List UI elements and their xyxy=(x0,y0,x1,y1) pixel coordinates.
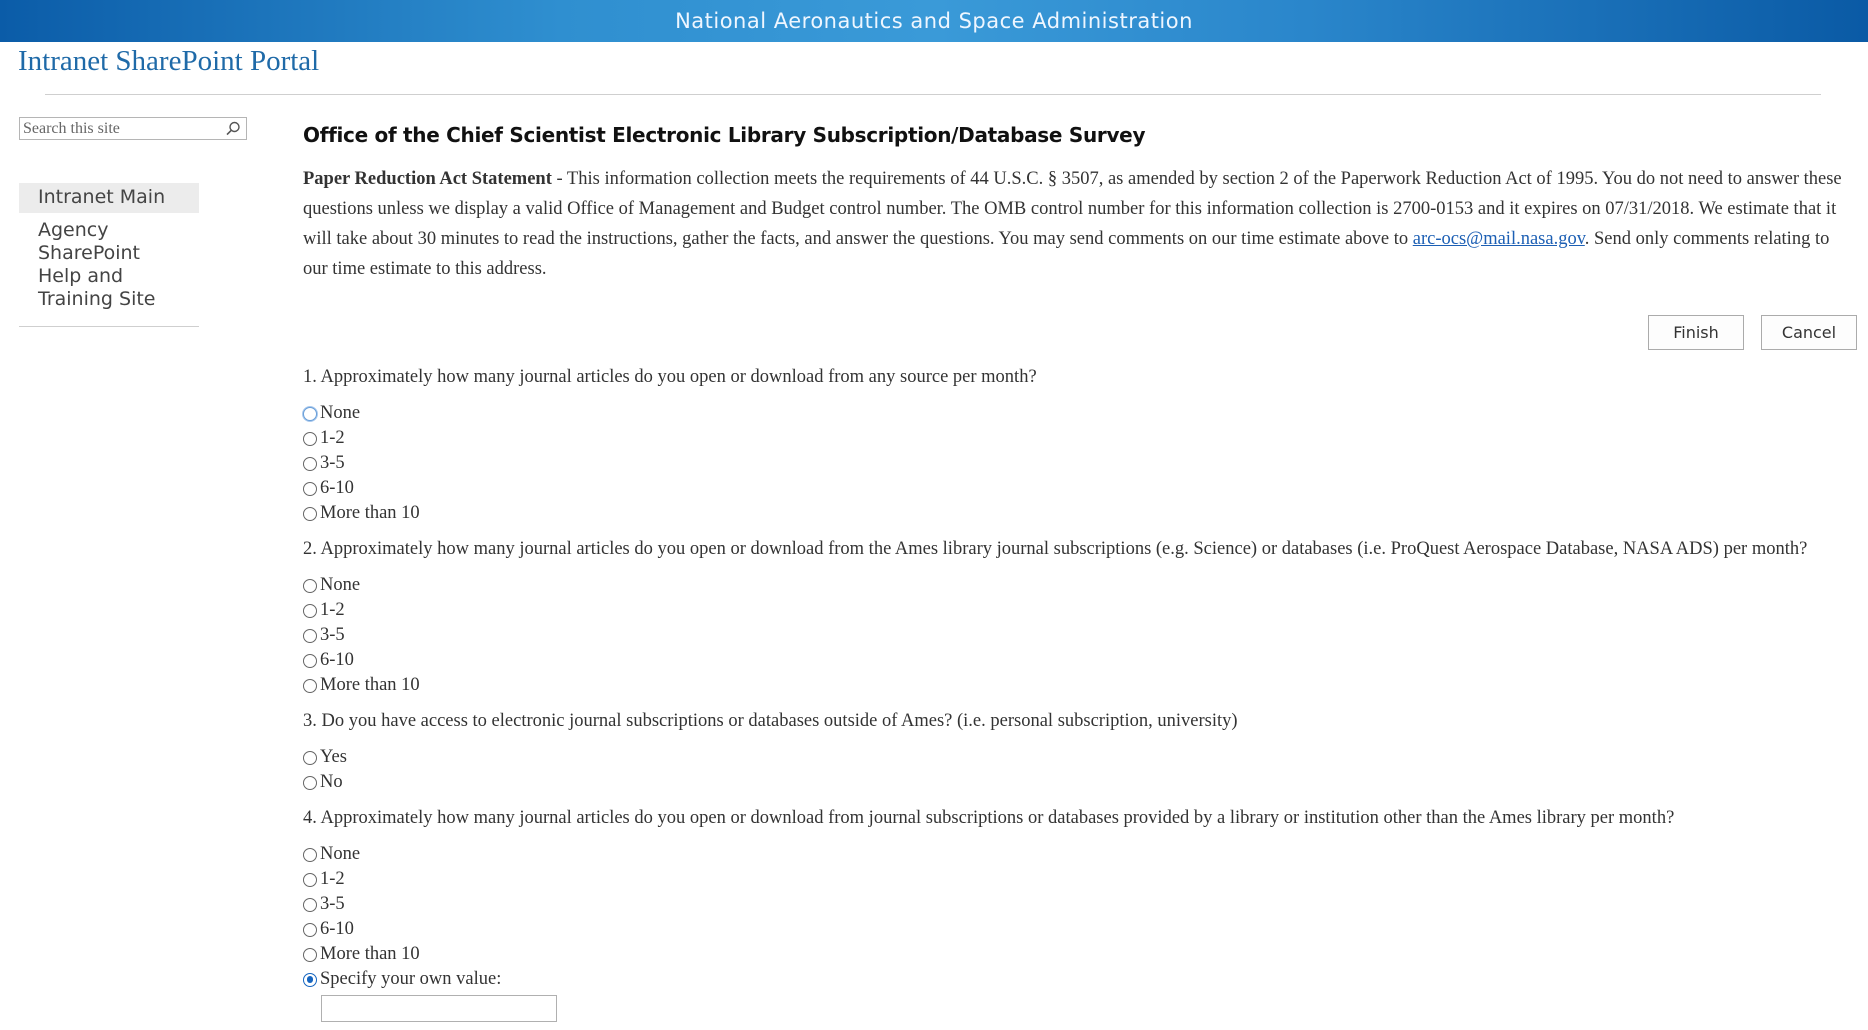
radio-button[interactable] xyxy=(303,482,317,496)
question-3: 3. Do you have access to electronic journal subscriptions or databases outside of Ames? (i.e. personal subscription, university) xyxy=(303,711,1238,731)
option-label: Specify your own value: xyxy=(320,969,502,989)
q1-option-more-than-10[interactable] xyxy=(303,501,420,526)
q3-option-no[interactable] xyxy=(303,770,347,795)
email-link[interactable]: arc-ocs@mail.nasa.gov xyxy=(1412,229,1585,249)
radio-button[interactable] xyxy=(303,679,317,693)
pra-text: - This information collection meets the requirements of 44 U.S.C. § 3507, as amended by section 2 of the Paperwork Reduction Act of 1995. You do not need to answer these questions unless we display a valid Office of Management and Budget control number. The OMB control number for this information collection is 2700-0153 and it expires on 07/31/2018. We estimate that it will take about 30 minutes to read the instructions, gather the facts, and answer the questions. You may send comments on our time estimate above to xyxy=(303,169,1842,249)
q4-option-6-10[interactable] xyxy=(303,917,501,942)
option-label: More than 10 xyxy=(320,503,420,523)
q2-option-3-5[interactable] xyxy=(303,623,420,648)
option-label: 6-10 xyxy=(320,478,354,498)
pra-statement xyxy=(303,164,1853,284)
q3-option-yes[interactable] xyxy=(303,745,347,770)
survey-title: Office of the Chief Scientist Electronic Library Subscription/Database Survey xyxy=(303,123,1146,147)
own-value-input[interactable] xyxy=(321,995,557,1022)
radio-button[interactable] xyxy=(303,629,317,643)
radio-button[interactable] xyxy=(303,432,317,446)
option-label: 1-2 xyxy=(320,869,345,889)
question-4-options xyxy=(303,842,501,992)
nav-divider xyxy=(19,326,199,327)
option-label: 3-5 xyxy=(320,453,345,473)
q4-option-3-5[interactable] xyxy=(303,892,501,917)
question-4: 4. Approximately how many journal articles do you open or download from journal subscriptions or databases provided by a library or institution other than the Ames library per month? xyxy=(303,808,1675,828)
site-title[interactable]: Intranet SharePoint Portal xyxy=(18,45,320,77)
radio-button[interactable] xyxy=(303,848,317,862)
question-1-options xyxy=(303,401,420,526)
option-label: 1-2 xyxy=(320,600,345,620)
q4-option-more-than-10[interactable] xyxy=(303,942,501,967)
question-2: 2. Approximately how many journal articles do you open or download from the Ames library journal subscriptions (e.g. Science) or databases (i.e. ProQuest Aerospace Database, NASA ADS) per month? xyxy=(303,539,1808,559)
option-label: 6-10 xyxy=(320,919,354,939)
radio-button[interactable] xyxy=(303,948,317,962)
search-icon[interactable] xyxy=(224,120,242,138)
q4-option-1-2[interactable] xyxy=(303,867,501,892)
left-navigation xyxy=(19,183,199,315)
option-label: 3-5 xyxy=(320,894,345,914)
q2-option-more-than-10[interactable] xyxy=(303,673,420,698)
pra-label: Paper Reduction Act Statement xyxy=(303,169,552,189)
radio-button[interactable] xyxy=(303,751,317,765)
q1-option-1-2[interactable] xyxy=(303,426,420,451)
option-label: None xyxy=(320,403,361,423)
q1-option-6-10[interactable] xyxy=(303,476,420,501)
radio-button-selected[interactable] xyxy=(303,973,317,987)
radio-button[interactable] xyxy=(303,654,317,668)
radio-button[interactable] xyxy=(303,457,317,471)
title-divider xyxy=(45,94,1821,95)
q4-option-none[interactable] xyxy=(303,842,501,867)
q2-option-6-10[interactable] xyxy=(303,648,420,673)
finish-button[interactable]: Finish xyxy=(1648,315,1744,350)
radio-button[interactable] xyxy=(303,507,317,521)
radio-button[interactable] xyxy=(303,873,317,887)
org-name: National Aeronautics and Space Administration xyxy=(675,9,1193,33)
q1-option-none[interactable] xyxy=(303,401,420,426)
q2-option-none[interactable] xyxy=(303,573,420,598)
cancel-button[interactable]: Cancel xyxy=(1761,315,1857,350)
option-label: None xyxy=(320,844,361,864)
option-label: 1-2 xyxy=(320,428,345,448)
pra-text-end: . Send only comments relating to our time estimate to this address. xyxy=(303,229,1830,279)
option-label: More than 10 xyxy=(320,944,420,964)
top-banner xyxy=(0,0,1868,42)
option-label: None xyxy=(320,575,361,595)
question-3-options xyxy=(303,745,347,795)
q1-option-3-5[interactable] xyxy=(303,451,420,476)
q2-option-1-2[interactable] xyxy=(303,598,420,623)
option-label: Yes xyxy=(320,747,347,767)
search-input[interactable] xyxy=(23,120,213,137)
question-2-options xyxy=(303,573,420,698)
search-box[interactable] xyxy=(19,117,247,140)
option-label: More than 10 xyxy=(320,675,420,695)
nav-item-intranet-main[interactable]: Intranet Main xyxy=(19,183,199,213)
radio-button[interactable] xyxy=(303,898,317,912)
radio-button[interactable] xyxy=(303,579,317,593)
option-label: No xyxy=(320,772,343,792)
radio-button[interactable] xyxy=(303,407,317,421)
q4-option-specify-own[interactable] xyxy=(303,967,501,992)
nav-item-help-training[interactable]: Agency SharePoint Help and Training Site xyxy=(38,219,156,310)
option-label: 6-10 xyxy=(320,650,354,670)
radio-button[interactable] xyxy=(303,923,317,937)
option-label: 3-5 xyxy=(320,625,345,645)
radio-button[interactable] xyxy=(303,776,317,790)
question-1: 1. Approximately how many journal articles do you open or download from any source per month? xyxy=(303,367,1037,387)
radio-button[interactable] xyxy=(303,604,317,618)
